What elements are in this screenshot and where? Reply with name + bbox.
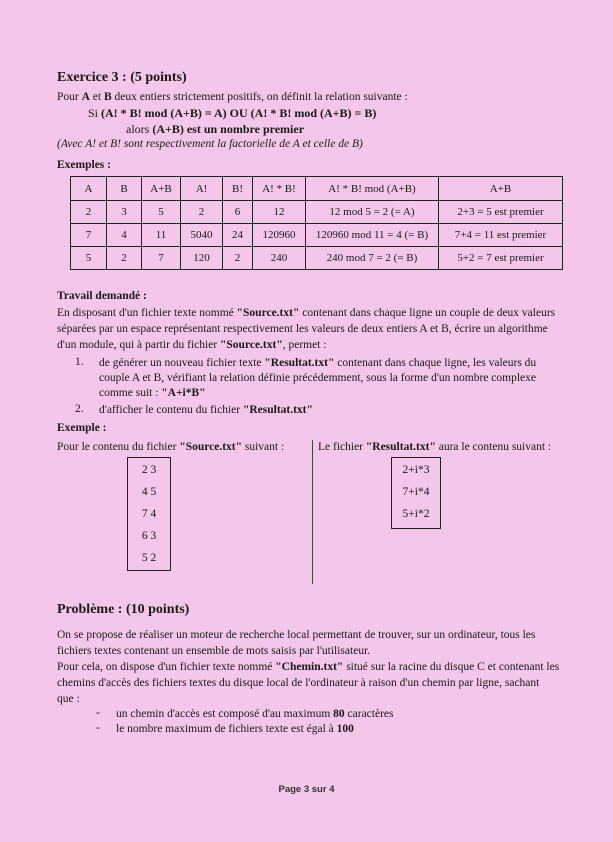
table-cell: 4 (107, 224, 142, 247)
table-header: A! * B! (253, 177, 306, 201)
item-text: de générer un nouveau fichier texte (99, 357, 265, 369)
table-cell: 240 mod 7 = 2 (= B) (306, 247, 439, 270)
factorial-note: (Avec A! et B! sont respectivement la factorielle de A et celle de B) (57, 138, 363, 150)
table-header: A! (181, 177, 223, 201)
table-cell: 240 (253, 247, 306, 270)
table-cell: 120 (181, 247, 223, 270)
travail-line-3 (57, 338, 326, 353)
travail-label: Travail demandé : (57, 290, 147, 302)
table-cell: 12 mod 5 = 2 (= A) (306, 201, 439, 224)
intro-b: B (103, 91, 112, 103)
item-text: d'afficher le contenu du fichier (99, 404, 243, 416)
item-text: contenant dans chaque ligne, les valeurs du (334, 357, 537, 369)
result-file-box (391, 457, 441, 529)
table-header: A+B (142, 177, 181, 201)
source-line: 7 4 (141, 508, 157, 520)
column-divider (312, 440, 313, 584)
item-line (99, 403, 555, 418)
table-cell: 2 (181, 201, 223, 224)
task-item-2 (75, 403, 555, 418)
constraint-text (116, 722, 354, 737)
intro-text: et (89, 91, 104, 103)
examples-table (70, 176, 563, 270)
item-number: 1. (75, 356, 84, 368)
constraint-value: 80 (333, 708, 345, 720)
result-line: 7+i*4 (402, 486, 430, 498)
probleme-line-1: On se propose de réaliser un moteur de recherche local permettant de trouver, sur un ordinateur, tous les (57, 629, 536, 641)
table-cell: 2 (107, 247, 142, 270)
result-line: 5+i*2 (402, 508, 430, 520)
travail-text: d'un module, qui à partir du fichier (57, 339, 221, 351)
probleme-text: Pour cela, on dispose d'un fichier texte nommé (57, 661, 276, 673)
relation-result: (A+B) est un nombre premier (152, 122, 305, 136)
table-cell: 24 (223, 224, 253, 247)
source-line: 4 5 (141, 486, 157, 498)
source-line: 2 3 (141, 464, 157, 476)
constraint-item-2 (96, 722, 354, 737)
exemple-label: Exemple : (57, 422, 107, 434)
page-number: Page 3 sur 4 (278, 784, 335, 795)
table-cell: 120960 mod 11 = 4 (= B) (306, 224, 439, 247)
table-cell: 2 (71, 201, 107, 224)
result-line: 2+i*3 (402, 464, 430, 476)
table-cell: 5 (71, 247, 107, 270)
complex-format: "A+i*B" (161, 387, 206, 399)
table-row (71, 247, 563, 270)
item-text: comme suit : (99, 387, 162, 399)
travail-text: , permet : (282, 339, 327, 351)
travail-text: contenant dans chaque ligne un couple de deux valeurs (299, 307, 556, 319)
caption-text: Le fichier (318, 441, 366, 453)
table-cell: 12 (253, 201, 306, 224)
file-name: "Resultat.txt" (365, 441, 436, 453)
table-cell: 7 (71, 224, 107, 247)
table-row (71, 201, 563, 224)
table-cell: 5040 (181, 224, 223, 247)
table-cell: 5 (142, 201, 181, 224)
table-row (71, 224, 563, 247)
caption-text: aura le contenu suivant : (435, 441, 552, 453)
item-number: 2. (75, 403, 84, 415)
travail-text: En disposant d'un fichier texte nommé (57, 307, 237, 319)
table-cell: 2 (223, 247, 253, 270)
table-cell: 3 (107, 201, 142, 224)
constraint-label: un chemin d'accès est composé d'au maximum (116, 708, 334, 720)
source-line: 5 2 (141, 552, 157, 564)
file-name: "Source.txt" (179, 441, 243, 453)
constraint-unit: caractères (344, 708, 394, 720)
constraint-label: le nombre maximum de fichiers texte est égal à (116, 723, 337, 735)
file-name: "Source.txt" (220, 339, 283, 351)
probleme-text: situé sur la racine du disque C et contenant les (343, 661, 560, 673)
travail-line-1 (57, 306, 555, 321)
travail-line-2: séparées par un espace représentant respectivement les valeurs de deux entiers A et B, écrire un algorithme (57, 323, 548, 335)
intro-text: Pour (57, 91, 82, 103)
table-header: B! (223, 177, 253, 201)
source-caption (57, 440, 284, 455)
result-caption (318, 440, 551, 455)
task-item-1 (75, 356, 555, 401)
table-cell: 7+4 = 11 est premier (439, 224, 563, 247)
table-cell: 120960 (253, 224, 306, 247)
table-header: A! * B! mod (A+B) (306, 177, 439, 201)
exercise-intro (57, 90, 408, 105)
caption-text: Pour le contenu du fichier (57, 441, 180, 453)
table-cell: 5+2 = 7 est premier (439, 247, 563, 270)
relation-conclusion (126, 122, 304, 137)
table-cell: 7 (142, 247, 181, 270)
table-cell: 6 (223, 201, 253, 224)
probleme-line-2: fichiers textes contenant un ensemble de mots saisis par l'utilisateur. (57, 645, 371, 657)
file-name: "Chemin.txt" (275, 661, 344, 673)
examples-label: Exemples : (57, 159, 111, 171)
file-name: "Source.txt" (236, 307, 300, 319)
file-name: "Resultat.txt" (242, 404, 313, 416)
caption-text: suivant : (242, 441, 285, 453)
item-line (99, 386, 555, 401)
table-cell: 11 (142, 224, 181, 247)
relation-condition (88, 106, 376, 121)
constraint-text (116, 707, 394, 722)
relation-alors: alors (126, 122, 153, 136)
bullet-dash: - (96, 722, 100, 734)
intro-text: deux entiers strictement positifs, on définit la relation suivante : (111, 91, 408, 103)
item-line (99, 356, 555, 371)
item-line: couple A et B, vérifiant la relation définie précédemment, sous la forme d'un nombre complexe (99, 372, 537, 384)
table-header: B (107, 177, 142, 201)
source-file-box (127, 457, 171, 571)
relation-si: Si (88, 106, 102, 120)
file-name: "Resultat.txt" (264, 357, 335, 369)
table-header: A+B (439, 177, 563, 201)
table-header: A (71, 177, 107, 201)
constraint-item-1 (96, 707, 394, 722)
source-line: 6 3 (141, 530, 157, 542)
probleme-line-3 (57, 660, 559, 675)
probleme-line-5: que : (57, 693, 80, 705)
bullet-dash: - (96, 707, 100, 719)
table-cell: 2+3 = 5 est premier (439, 201, 563, 224)
probleme-title: Problème : (10 points) (57, 602, 190, 617)
relation-formula: (A! * B! mod (A+B) = A) OU (A! * B! mod (A+B) = B) (101, 106, 377, 120)
exercise-3-title: Exercice 3 : (5 points) (57, 70, 187, 85)
table-header-row (71, 177, 563, 201)
constraint-value: 100 (336, 723, 354, 735)
intro-a: A (81, 91, 90, 103)
probleme-line-4: chemins d'accès des fichiers textes du disque local de l'ordinateur à raison d'un chemin par ligne, sachant (57, 677, 540, 689)
